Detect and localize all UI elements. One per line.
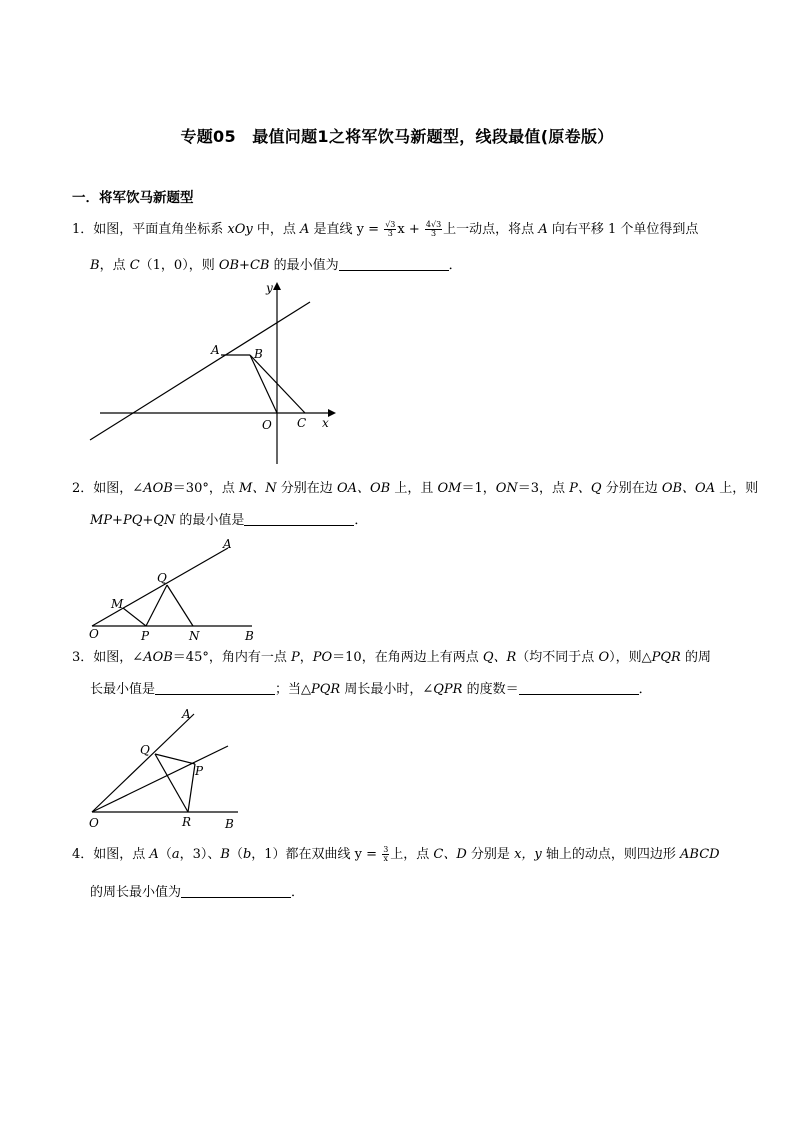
- q4-text: 如图，点: [93, 847, 150, 862]
- q2-text: 如图，∠: [93, 481, 144, 496]
- q3-text: 长最小值是: [90, 682, 156, 697]
- q3-figure: [80, 702, 260, 834]
- q1-text: 的最小值为: [269, 258, 339, 273]
- q2-text: ＝3，点: [517, 481, 570, 496]
- q1-label-b: B: [254, 347, 263, 361]
- q3-segment-qr: [155, 754, 188, 812]
- q3-line2: [90, 680, 652, 700]
- q1-text: 中，点: [252, 222, 301, 237]
- q1-line2: [90, 256, 462, 276]
- q4-line1: [72, 845, 720, 865]
- q3-label-o: O: [89, 816, 99, 830]
- q1-expression: OB+CB: [218, 258, 270, 273]
- q2-sides: OA、OB: [336, 481, 391, 496]
- q2-label-o: O: [89, 627, 99, 641]
- q1-end: ．: [448, 258, 462, 273]
- section-heading: 一．将军饮马新题型: [72, 190, 194, 206]
- q2-text: ＝1，: [461, 481, 496, 496]
- q4-var-a: a: [171, 847, 180, 862]
- q2-answer-blank[interactable]: [244, 511, 354, 526]
- q2-label-q: Q: [157, 571, 167, 585]
- q3-text: 的周: [680, 650, 711, 665]
- q1-text: （1，0），则: [139, 258, 219, 273]
- q2-expression: MP+PQ+QN: [90, 513, 176, 528]
- q1-text: ，点: [99, 258, 130, 273]
- q1-text: 向右平移 1 个单位得到点: [547, 222, 699, 237]
- q2-text: 上，且: [390, 481, 438, 496]
- q1-x-term: x +: [397, 222, 424, 237]
- q2-segment-pq: [146, 585, 167, 626]
- q3-point-o: O: [598, 650, 610, 665]
- q3-points-qr: Q、R: [482, 650, 517, 665]
- q2-text: 的最小值是: [175, 513, 245, 528]
- q4-text: 上，点: [390, 847, 434, 862]
- q3-text: ；当△: [275, 682, 312, 697]
- q3-ray-oa: [92, 714, 194, 812]
- q3-text: （均不同于点: [516, 650, 599, 665]
- q4-line2: [90, 883, 304, 903]
- q1-text: 如图，平面直角坐标系: [93, 222, 228, 237]
- q2-label-p: P: [141, 629, 150, 643]
- q4-var-b: b: [242, 847, 252, 862]
- q1-fraction-2: $\frac{4√3}{3}$: [425, 220, 442, 238]
- q2-angle: AOB: [143, 481, 173, 496]
- q4-text: ，3）、: [179, 847, 221, 862]
- q2-ray-oa: [92, 548, 228, 626]
- q1-label-o: O: [262, 418, 272, 432]
- q3-text: 的度数＝: [462, 682, 519, 697]
- q2-points-mn: M、N: [238, 481, 277, 496]
- q3-label-a: A: [182, 707, 191, 721]
- q2-line1: [72, 479, 758, 499]
- q3-answer-blank-2[interactable]: [519, 680, 639, 695]
- q4-text: ，1）都在双曲线 y =: [251, 847, 382, 862]
- q2-text: ＝30°，点: [172, 481, 239, 496]
- q1-label-a: A: [211, 343, 220, 357]
- q3-angle-qpr: QPR: [433, 682, 463, 697]
- q1-line1: [72, 220, 698, 240]
- q4-quadrilateral: ABCD: [680, 847, 720, 862]
- q3-text: ），则△: [609, 650, 652, 665]
- q1-y-arrow: [273, 282, 281, 290]
- q2-text: 分别在边: [601, 481, 662, 496]
- q3-label-r: R: [182, 815, 192, 829]
- q4-text: 的周长最小值为: [90, 885, 182, 900]
- q4-text: 分别是: [466, 847, 515, 862]
- q2-text: 分别在边: [276, 481, 337, 496]
- q4-point-a: A: [149, 847, 159, 862]
- q1-fraction-1: $\frac{√3}{3}$: [385, 220, 396, 238]
- q2-om: OM: [437, 481, 462, 496]
- q2-sides: OB、OA: [661, 481, 716, 496]
- q4-number: 4．: [72, 847, 94, 862]
- q2-label-b: B: [245, 629, 254, 643]
- q3-number: 3．: [72, 650, 94, 665]
- q3-label-p: P: [195, 764, 204, 778]
- q3-triangle: PQR: [651, 650, 681, 665]
- q4-text: 轴上的动点，则四边形: [541, 847, 681, 862]
- q1-point-a: A: [300, 222, 310, 237]
- q2-label-a: A: [223, 537, 232, 551]
- page-title: 专题05 最值问题1之将军饮马新题型，线段最值(原卷版）: [180, 127, 614, 146]
- q2-label-m: M: [111, 597, 124, 611]
- q4-point-b: B: [220, 847, 230, 862]
- q3-text: 周长最小时，∠: [340, 682, 434, 697]
- q2-line2: [90, 511, 367, 531]
- q3-point-p: P: [290, 650, 300, 665]
- q1-figure: [80, 278, 340, 468]
- q1-point-c: C: [129, 258, 140, 273]
- q3-ray-op: [92, 746, 228, 812]
- q1-point-a: A: [538, 222, 548, 237]
- q2-end: ．: [354, 513, 368, 528]
- q2-text: 上，则: [715, 481, 759, 496]
- q2-on: ON: [495, 481, 518, 496]
- q1-label-c: C: [297, 416, 307, 430]
- q1-point-b: B: [90, 258, 100, 273]
- q3-line1: [72, 648, 711, 668]
- q3-segment-qp: [155, 754, 195, 764]
- q2-figure: [80, 534, 280, 644]
- q3-text: ＝45°，角内有一点: [172, 650, 291, 665]
- q3-label-b: B: [225, 817, 234, 831]
- q3-triangle: PQR: [311, 682, 341, 697]
- q1-segment-bo: [250, 355, 277, 413]
- q1-text: 上一动点，将点: [443, 222, 539, 237]
- q1-coord-sys: xOy: [227, 222, 253, 237]
- q4-points-cd: C、D: [433, 847, 467, 862]
- q2-segment-mp: [123, 608, 146, 626]
- q1-x-arrow: [328, 409, 336, 417]
- q3-po: PO: [312, 650, 333, 665]
- q4-text: （: [158, 847, 172, 862]
- q3-angle: AOB: [143, 650, 173, 665]
- q2-points-pq: P、Q: [569, 481, 602, 496]
- q3-answer-blank-1[interactable]: [155, 680, 275, 695]
- q3-label-q: Q: [140, 743, 150, 757]
- q3-text: ＝10，在角两边上有两点: [332, 650, 483, 665]
- q4-fraction: $\frac{3}{x}$: [383, 845, 389, 863]
- q3-end: ．: [638, 682, 652, 697]
- q4-end: ．: [291, 885, 305, 900]
- q1-number: 1．: [72, 222, 94, 237]
- q3-text: ，: [299, 650, 313, 665]
- q4-answer-blank[interactable]: [181, 883, 291, 898]
- q2-number: 2．: [72, 481, 94, 496]
- q3-text: 如图，∠: [93, 650, 144, 665]
- q1-answer-blank[interactable]: [339, 256, 449, 271]
- q3-segment-pr: [188, 764, 195, 812]
- q1-label-x: x: [322, 416, 329, 430]
- q4-axes: x，y: [514, 847, 542, 862]
- q2-label-n: N: [189, 629, 200, 643]
- q1-text: 是直线 y =: [309, 222, 384, 237]
- q2-segment-qn: [167, 585, 193, 626]
- q1-label-y: y: [266, 281, 273, 295]
- q4-text: （: [229, 847, 243, 862]
